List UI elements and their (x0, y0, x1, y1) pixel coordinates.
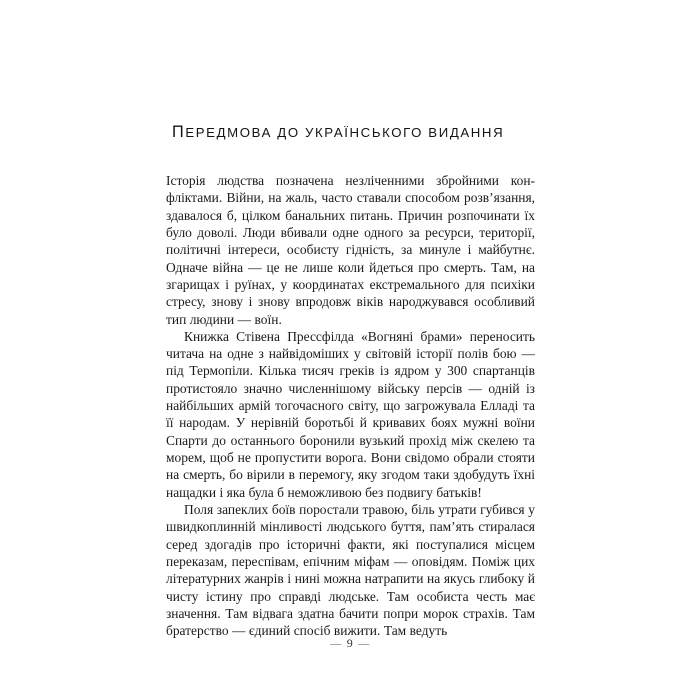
body-text (166, 172, 535, 639)
page-number (0, 636, 700, 651)
page-title-initial: П (172, 123, 186, 141)
page-title-rest: ЕРЕДМОВА ДО УКРАЇНСЬКОГО ВИДАННЯ (185, 125, 505, 140)
paragraph-1: Історія людства позначена незліченними збройними конфліктами. Війни, на жаль, часто ставали способом розв’язання, здавалося б, цілком банальних питань. Причин розпочинати їх було доволі. Люди вбивали одне одного за ресурси, території, політичні інтереси, особисту гідність, за минуле і майбутнє. Одначе війна — це не лише коли йдеться про смерть. Там, на згарищах і руїнах, у координатах екстремального для психіки стресу, знову і знову впродовж віків народжувався особливий тип людини — воїн. (166, 173, 535, 327)
paragraph-2: Книжка Стівена Пресcфілда «Вогняні брами» переносить читача на одне з найвідоміших у світовій історії полів бою — під Термопіли. Кілька тисяч греків із ядром у 300 спартанців протистояло значно численнішому війську персів — одній із найбільших армій тогочасного світу, що загрожувала Елладі та її народам. У нерівній боротьбі й кривавих боях мужні воїни Спарти до останнього боронили вузький прохід між скелею та морем, щоб не пропустити ворога. Вони свідомо обрали стояти на смерть, бо вірили в перемогу, яку згодом таки здобудуть їхні нащадки і яка була б неможливою без подвигу батьків! (166, 328, 535, 500)
paragraph-3: Поля запеклих боїв поростали травою, біль утрати губився у швидкоплинній мінливості людського буття, пам’ять стиралася серед здогадів про історичні факти, які поступалися місцем переказам, переспівам, епічним міфам — оповідям. Поміж цих літературних жанрів і нині можна натрапити на якусь глибоку й чисту істину про справді людське. Там особиста честь має значення. Там відвага здатна бачити попри морок страхів. Там братерство — єдиний спосіб вижити. Там ведуть (166, 501, 535, 639)
folio-number: 9 (346, 636, 354, 650)
folio-rule-left: — (330, 638, 342, 650)
page-title (172, 124, 504, 140)
folio-rule-right: — (358, 638, 370, 650)
